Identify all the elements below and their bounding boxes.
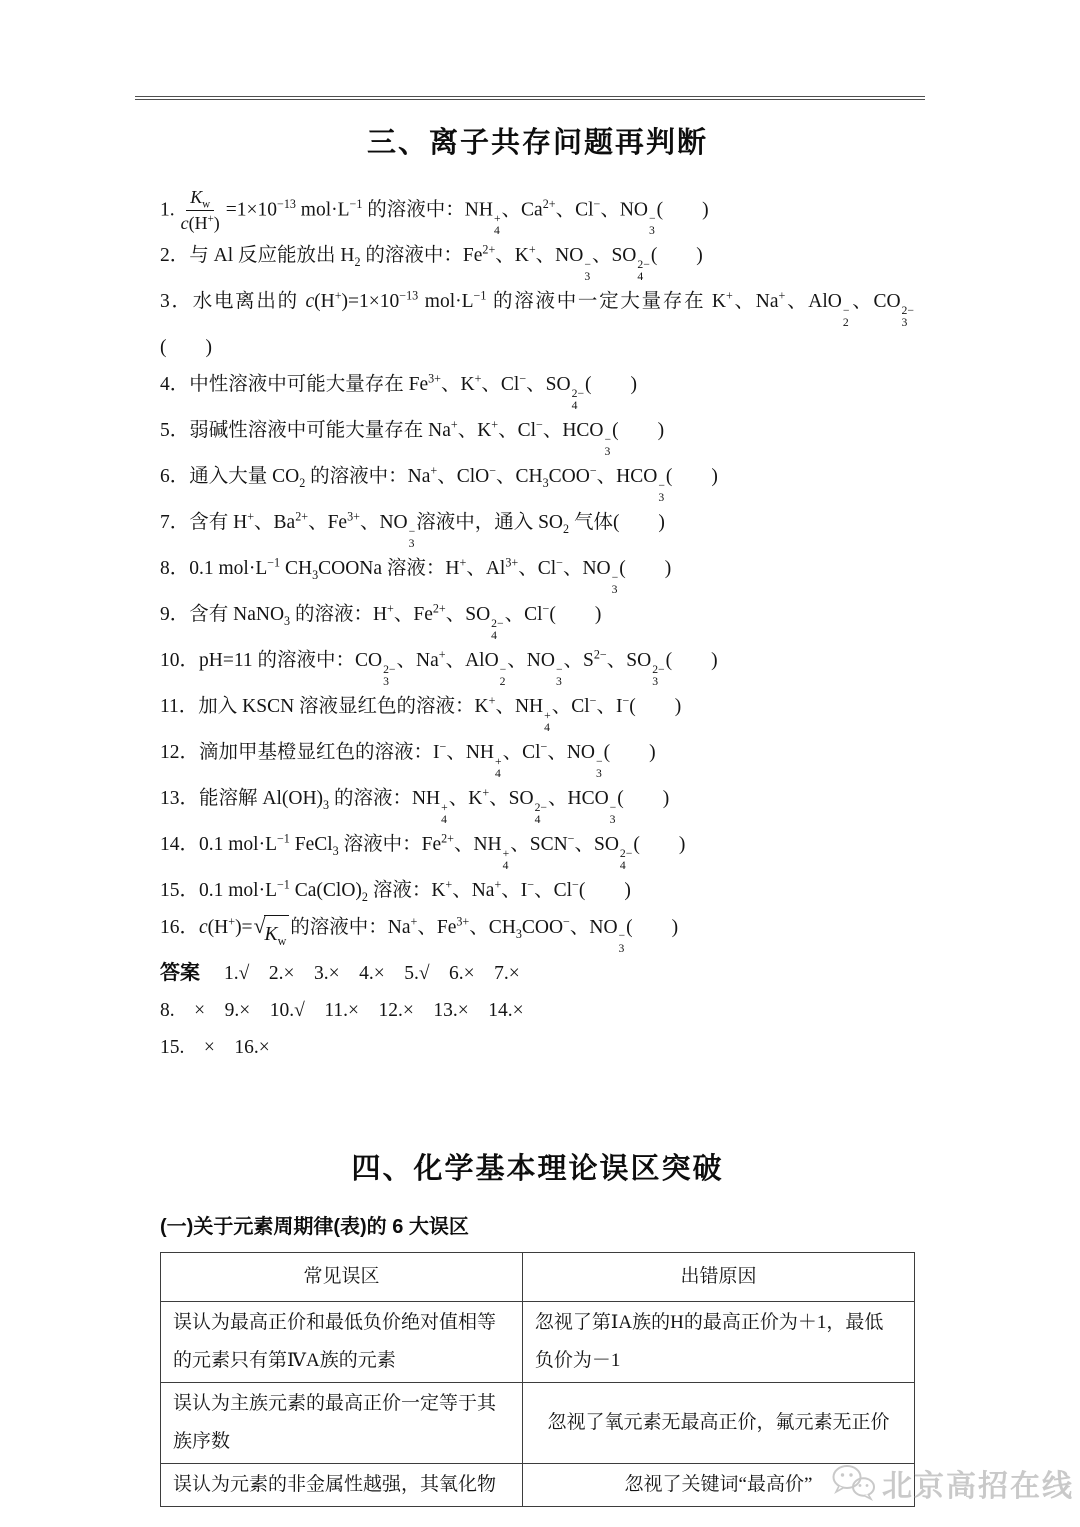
question-item: 13．能溶解 $Al(OH)_3$ 的溶液：NH + 4 、K+、SO 2− 4 、HCO − 3 ( ) xyxy=(160,785,670,826)
question-item: 6．通入大量 $CO_2$ 的溶液中：Na+、ClO−、$CH_3COO^-$、HCO − 3 ( ) xyxy=(160,463,718,504)
reason-cell: 忽视了第ⅠA族的H的最高正价为＋1，最低负价为－1 xyxy=(522,1302,914,1383)
col-header-misconception: 常见误区 xyxy=(161,1253,523,1302)
question-item: 4．中性溶液中可能大量存在 $Fe^{3+}$、K+、Cl−、SO 2− 4 ( ) xyxy=(160,371,638,412)
question-item: 12．滴加甲基橙显红色的溶液：I−、NH + 4 、Cl−、NO − 3 ( ) xyxy=(160,739,656,780)
fraction: $\frac{K_w}{c(H^+)}$ xyxy=(180,187,220,234)
table-header-row xyxy=(161,1253,915,1302)
answer-line-1 xyxy=(160,955,915,992)
question-item: 16．c(H+)= √ $K_w$ 的溶液中：Na+、$Fe^{3+}$、$CH_3COO^-$、NO − 3 ( ) xyxy=(160,914,679,955)
section3-title: 三、离子共存问题再判断 xyxy=(366,127,708,159)
question-item: 11．加入 KSCN 溶液显红色的溶液：K+、NH + 4 、Cl−、I−( ) xyxy=(160,693,682,734)
watermark-text: 北京高招在线 xyxy=(882,1470,1074,1503)
question-list xyxy=(160,186,915,955)
table-row xyxy=(161,1464,915,1507)
square-root: √ $K_w$ xyxy=(254,915,290,953)
subsection-heading: (一)关于元素周期律(表)的 6 大误区 xyxy=(160,1216,469,1239)
reason-cell: 忽视了氧元素无最高正价，氟元素无正价 xyxy=(522,1383,914,1464)
question-item: 7．含有 H+、$Ba^{2+}$、$Fe^{3+}$、NO − 3 溶液中，通入 $SO_2$ 气体( ) xyxy=(160,509,665,550)
question-item: 3．水电离出的 $c(H^+)=1\times 10^{-13}$ $mol\cdot L^{-1}$ 的溶液中一定大量存在 K+、Na+、AlO − 2 、CO 2− 3 ( ) xyxy=(160,288,914,359)
misconception-cell: 误认为主族元素的最高正价一定等于其族序数 xyxy=(161,1383,523,1464)
col-header-reason: 出错原因 xyxy=(522,1253,914,1302)
answer-values-1: 1.√ 2.× 3.× 4.× 5.√ 6.× 7.× xyxy=(224,963,520,985)
question-item: 9．含有 NaNO$_3$ 的溶液：H+、$Fe^{2+}$、SO 2− 4 、Cl−( ) xyxy=(160,601,602,642)
question-item: 8．0.1 $mol\cdot L^{-1}$ $CH_3COONa$ 溶液：H+、$Al^{3+}$、Cl−、NO − 3 ( ) xyxy=(160,555,672,596)
answer-line-3: 15. × 16.× xyxy=(160,1037,270,1059)
table-row xyxy=(161,1383,915,1464)
question-item: 2．与 Al 反应能放出 $H_2$ 的溶液中：$Fe^{2+}$、K+、NO − 3 、SO 2− 4 ( ) xyxy=(160,242,703,283)
section4-title: 四、化学基本理论误区突破 xyxy=(351,1153,724,1186)
question-item: 10．pH=11 的溶液中：CO 2− 3 、Na+、AlO − 2 、NO − 3 、$S^{2-}$、SO 2− 3 ( ) xyxy=(160,647,718,688)
question-item: 5．弱碱性溶液中可能大量存在 Na+、K+、Cl−、HCO − 3 ( ) xyxy=(160,417,665,458)
wechat-icon xyxy=(830,1463,878,1503)
misconception-cell: 误认为元素的非金属性越强，其氧化物 xyxy=(161,1464,523,1507)
question-item: 1. $\frac{K_w}{c(H^+)}$ $=1\times 10^{-13}$ $mol\cdot L^{-1}$ 的溶液中：NH + 4 、$Ca^{2+}$、Cl−、NO − 3 ( ) xyxy=(160,187,709,237)
table-row xyxy=(161,1302,915,1383)
answer-line-2: 8. × 9.× 10.√ 11.× 12.× 13.× 14.× xyxy=(160,1000,524,1022)
misconception-cell: 误认为最高正价和最低负价绝对值相等的元素只有第ⅣA族的元素 xyxy=(161,1302,523,1383)
watermark xyxy=(830,1461,1074,1505)
question-item: 14．0.1 $mol\cdot L^{-1}$ FeCl$_3$ 溶液中：$Fe^{2+}$、NH + 4 、SCN−、SO 2− 4 ( ) xyxy=(160,831,686,872)
header-rule xyxy=(135,96,925,100)
answers-block xyxy=(160,955,915,1066)
question-item: 15．0.1 $mol\cdot L^{-1}$ $Ca(ClO)_2$ 溶液：K+、Na+、I−、Cl−( ) xyxy=(160,877,631,904)
answers-label: 答案 xyxy=(160,962,200,985)
reason-cell: 忽视了关键词“最高价” xyxy=(522,1464,914,1507)
misconception-table xyxy=(160,1252,915,1507)
